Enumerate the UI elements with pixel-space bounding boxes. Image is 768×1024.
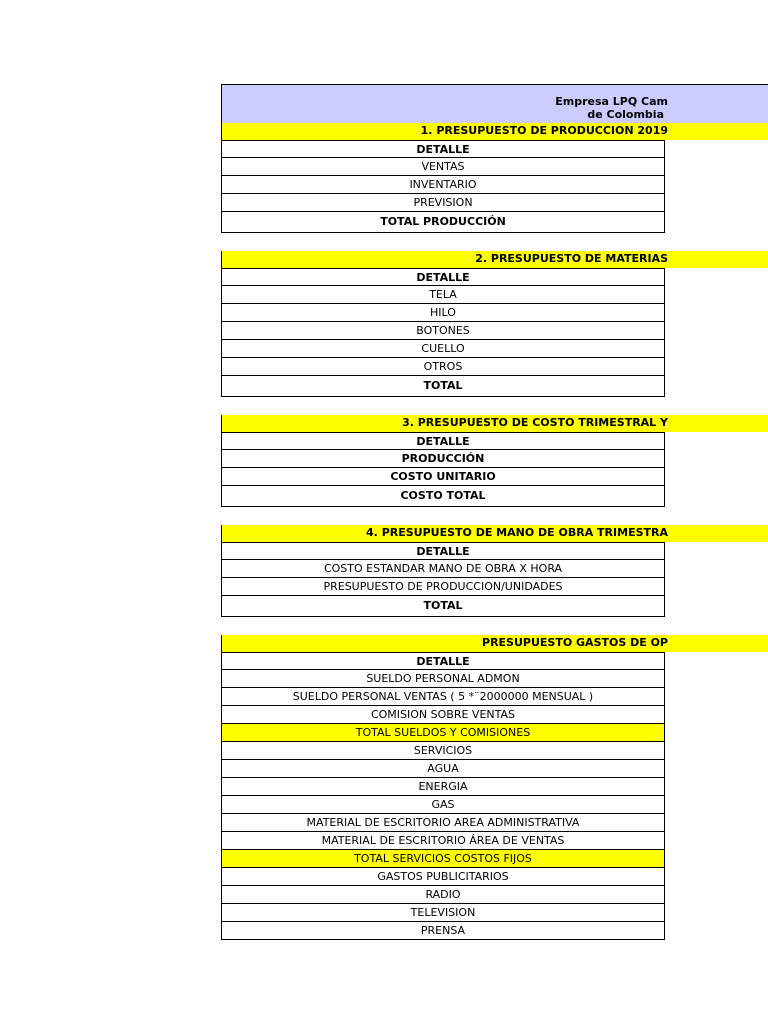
table-row-total[interactable]: [221, 486, 665, 507]
table-row[interactable]: [221, 796, 665, 814]
table-row[interactable]: [221, 688, 665, 706]
table-row[interactable]: [221, 904, 665, 922]
table-row[interactable]: [221, 358, 665, 376]
table-row-header[interactable]: [221, 432, 665, 450]
cell-label: RADIO: [425, 888, 461, 901]
table-row-subtotal[interactable]: [221, 724, 665, 742]
cell-label: PRENSA: [420, 924, 466, 937]
section-title-text: 1. PRESUPUESTO DE PRODUCCION 2019: [420, 124, 668, 137]
table-row[interactable]: [221, 778, 665, 796]
cell-label: SERVICIOS: [413, 744, 473, 757]
section-operating-expenses-budget: [221, 635, 768, 940]
cell-label: VENTAS: [421, 160, 465, 173]
section-production-budget: [221, 123, 768, 233]
table-row[interactable]: [221, 340, 665, 358]
cell-label: COSTO ESTANDAR MANO DE OBRA X HORA: [323, 562, 563, 575]
cell-label: MATERIAL DE ESCRITORIO ÁREA DE VENTAS: [321, 834, 565, 847]
cell-label: TELA: [429, 288, 457, 301]
table-row[interactable]: [221, 560, 665, 578]
section-title-text: 3. PRESUPUESTO DE COSTO TRIMESTRAL Y: [402, 416, 668, 429]
cell-label: BOTONES: [416, 324, 470, 337]
section-title: [221, 251, 768, 268]
table-row[interactable]: [221, 286, 665, 304]
cell-label: INVENTARIO: [409, 178, 477, 191]
cell-label: DETALLE: [416, 545, 470, 558]
cell-label: TOTAL SERVICIOS COSTOS FIJOS: [354, 852, 532, 865]
cell-label: OTROS: [423, 360, 463, 373]
table-row[interactable]: [221, 742, 665, 760]
section-title: [221, 415, 768, 432]
company-header: [221, 84, 768, 123]
spacer: [221, 617, 768, 635]
table-row[interactable]: [221, 158, 665, 176]
company-name: Empresa LPQ Cam: [555, 95, 668, 108]
cell-label: DETALLE: [416, 655, 470, 668]
cell-label: AGUA: [427, 762, 459, 775]
cell-label: COMISION SOBRE VENTAS: [370, 708, 516, 721]
section-quarterly-cost-budget: [221, 415, 768, 507]
cell-label: ENERGIA: [418, 780, 468, 793]
section-title-text: 4. PRESUPUESTO DE MANO DE OBRA TRIMESTRA: [366, 526, 668, 539]
section-title-text: 2. PRESUPUESTO DE MATERIAS: [475, 252, 668, 265]
table-row-subtotal[interactable]: [221, 850, 665, 868]
cell-label: TOTAL: [423, 599, 463, 612]
cell-label: GAS: [431, 798, 455, 811]
table-row[interactable]: [221, 886, 665, 904]
spacer: [221, 397, 768, 415]
cell-label: DETALLE: [416, 435, 470, 448]
cell-label: PRESUPUESTO DE PRODUCCION/UNIDADES: [323, 580, 563, 593]
cell-label: TELEVISION: [410, 906, 476, 919]
table-row-total[interactable]: [221, 376, 665, 397]
cell-label: TOTAL SUELDOS Y COMISIONES: [355, 726, 531, 739]
section-materials-budget: [221, 251, 768, 397]
table-row[interactable]: [221, 322, 665, 340]
cell-label: COSTO UNITARIO: [390, 470, 496, 483]
table-row[interactable]: [221, 760, 665, 778]
table-row[interactable]: [221, 832, 665, 850]
cell-label: TOTAL: [423, 379, 463, 392]
section-title: [221, 525, 768, 542]
table-row-header[interactable]: [221, 652, 665, 670]
cell-label: HILO: [430, 306, 456, 319]
table-row[interactable]: [221, 176, 665, 194]
table-row-header[interactable]: [221, 542, 665, 560]
table-row[interactable]: [221, 922, 665, 940]
cell-label: GASTOS PUBLICITARIOS: [377, 870, 509, 883]
table-row[interactable]: [221, 450, 665, 468]
spacer: [221, 507, 768, 525]
section-title: [221, 123, 768, 140]
table-row[interactable]: [221, 868, 665, 886]
table-row[interactable]: [221, 304, 665, 322]
spreadsheet: [221, 84, 768, 940]
section-labor-budget: [221, 525, 768, 617]
table-row[interactable]: [221, 706, 665, 724]
section-title: [221, 635, 768, 652]
cell-label: COSTO TOTAL: [400, 489, 486, 502]
spacer: [221, 233, 768, 251]
cell-label: DETALLE: [416, 271, 470, 284]
cell-label: SUELDO PERSONAL ADMON: [366, 672, 520, 685]
company-country: de Colombia: [587, 108, 664, 121]
table-row[interactable]: [221, 670, 665, 688]
table-row-header[interactable]: [221, 268, 665, 286]
table-row-header[interactable]: [221, 140, 665, 158]
cell-label: CUELLO: [421, 342, 465, 355]
section-title-text: PRESUPUESTO GASTOS DE OP: [482, 636, 668, 649]
cell-label: SUELDO PERSONAL VENTAS ( 5 *¨2000000 MENSUAL ): [292, 690, 594, 703]
table-row-total[interactable]: [221, 596, 665, 617]
cell-label: PRODUCCIÓN: [401, 452, 485, 465]
table-row[interactable]: [221, 194, 665, 212]
cell-label: MATERIAL DE ESCRITORIO AREA ADMINISTRATIVA: [306, 816, 580, 829]
cell-label: TOTAL PRODUCCIÓN: [380, 215, 506, 228]
cell-label: PREVISION: [413, 196, 473, 209]
table-row[interactable]: [221, 814, 665, 832]
cell-label: DETALLE: [416, 143, 470, 156]
table-row-total[interactable]: [221, 212, 665, 233]
table-row[interactable]: [221, 468, 665, 486]
table-row[interactable]: [221, 578, 665, 596]
